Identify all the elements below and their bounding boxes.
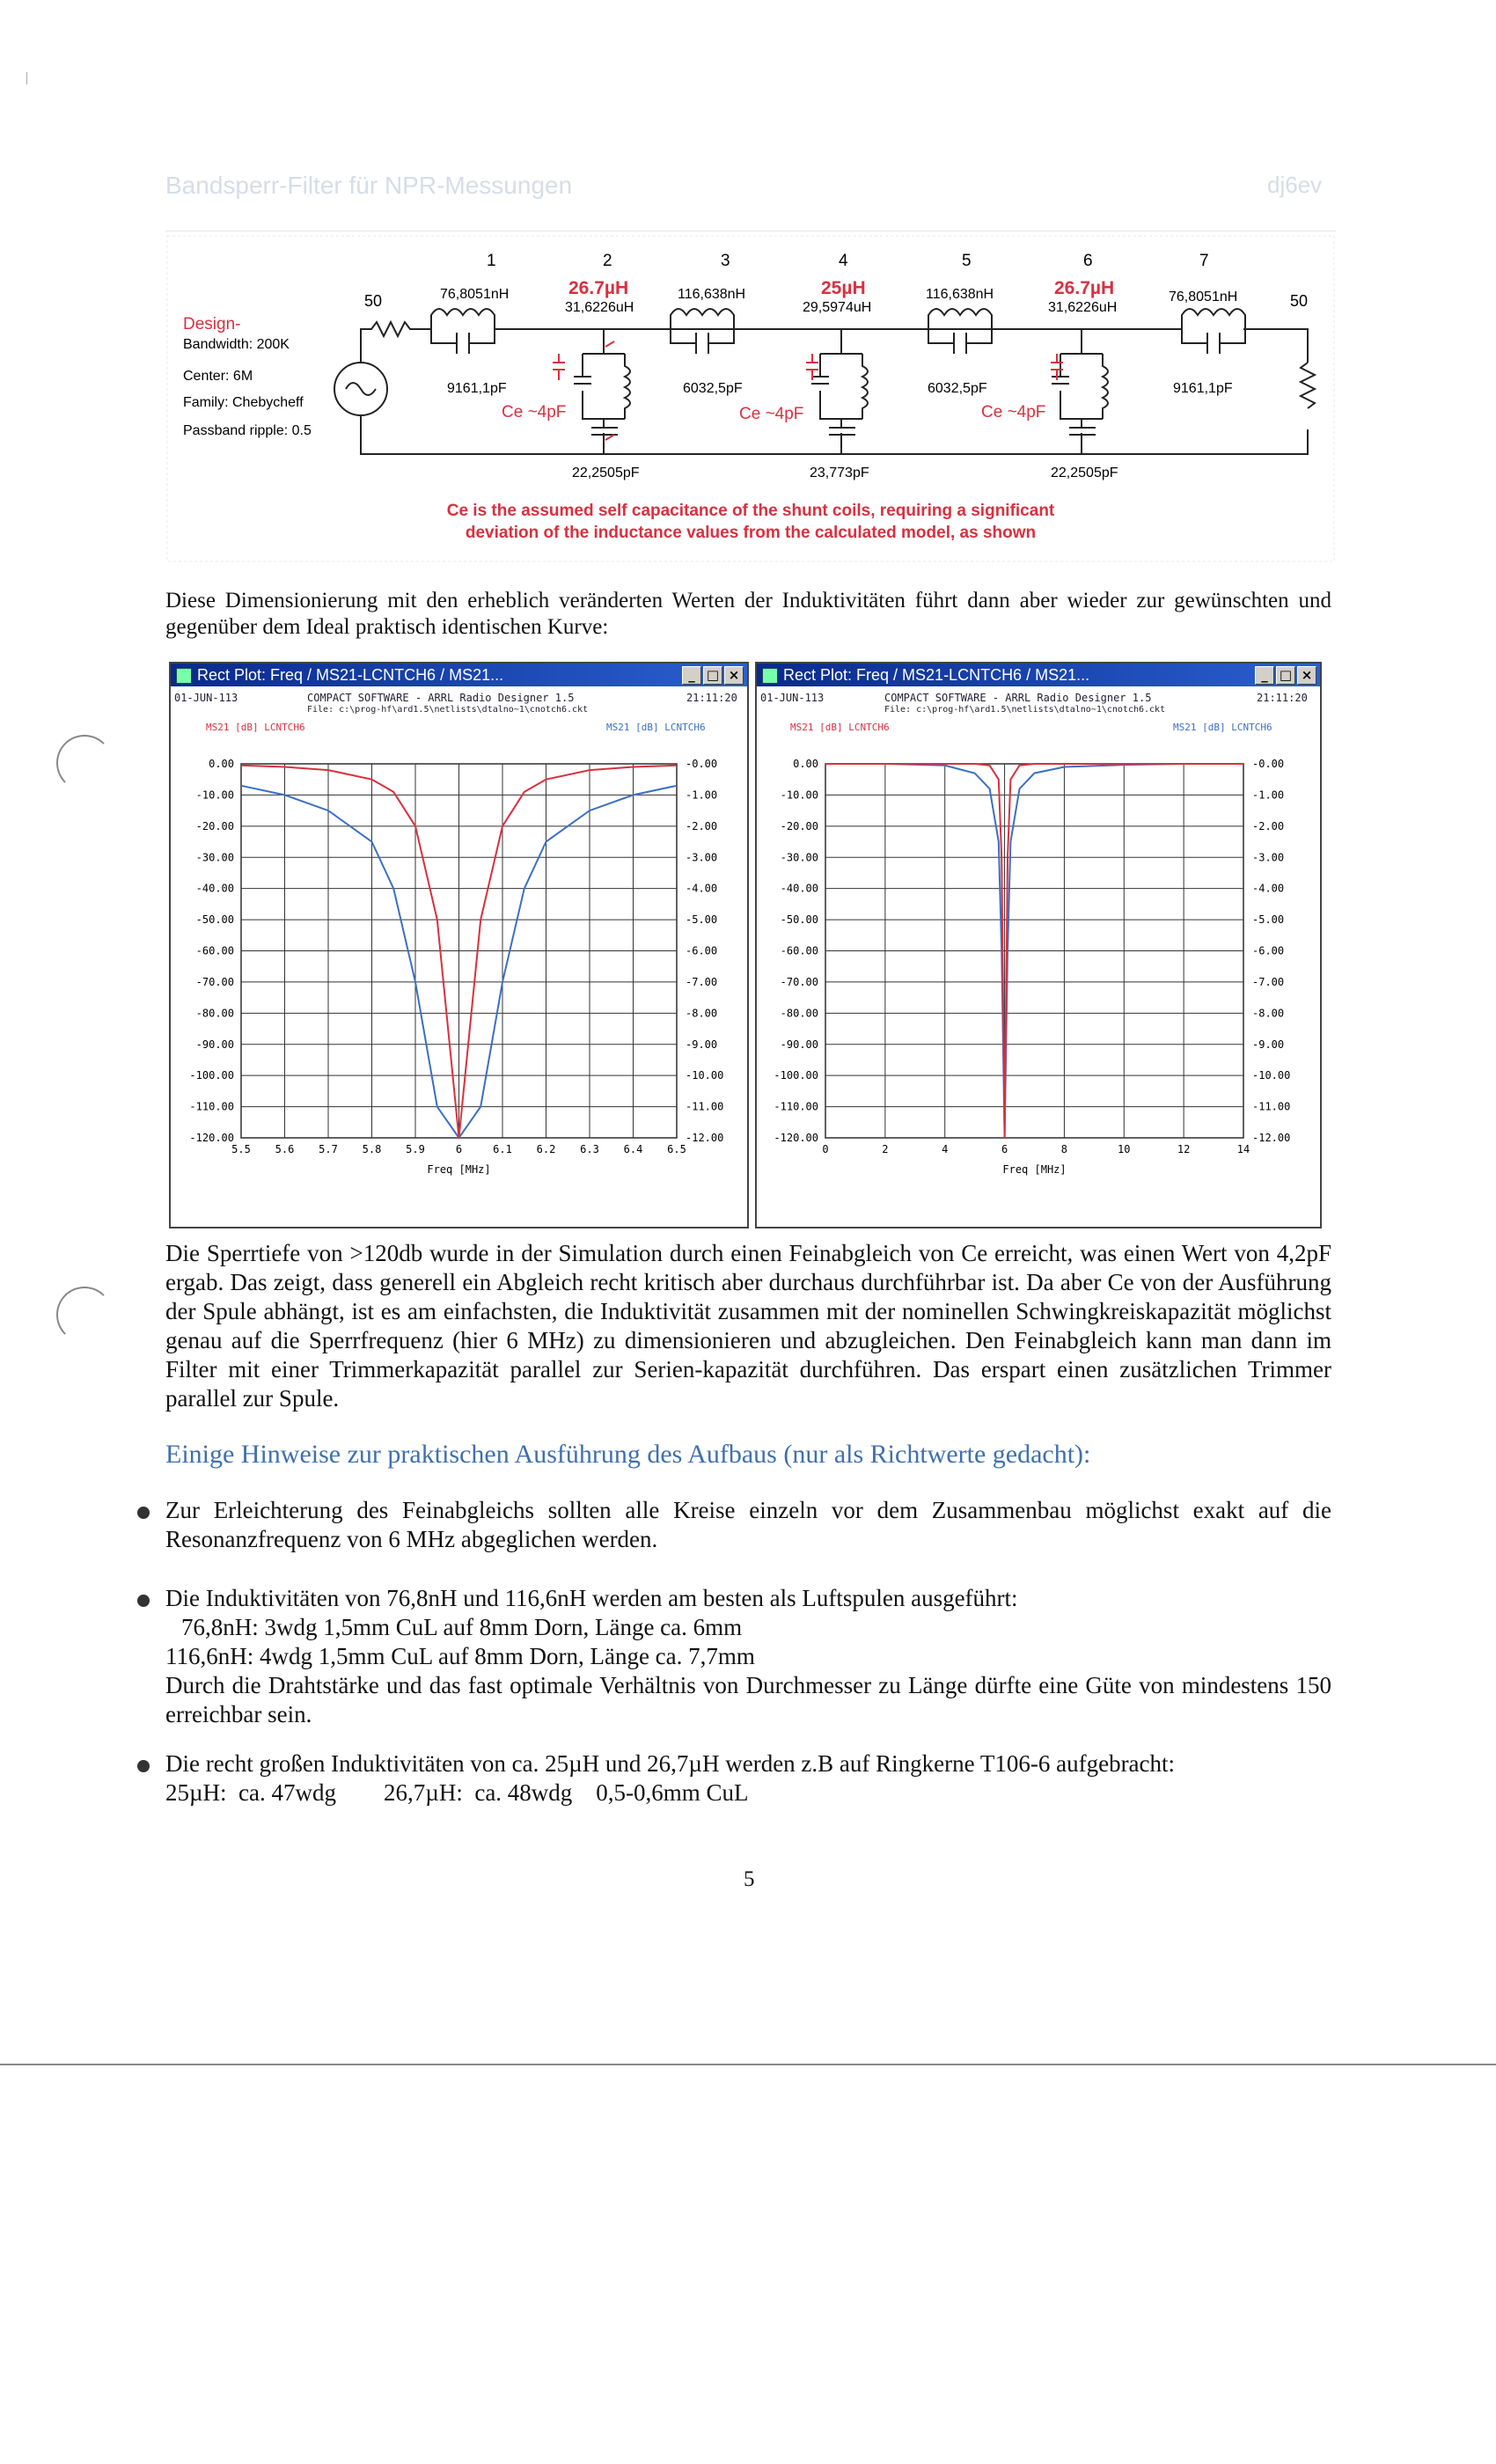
design-line: Family: Chebycheff	[183, 395, 304, 410]
bullet-paragraph	[165, 1749, 1331, 1808]
shunt-inductor-value: 31,6226uH	[565, 300, 634, 315]
position-number: 4	[839, 252, 848, 270]
chart-left	[171, 720, 747, 1225]
x-tick-label: 6.5	[667, 1143, 686, 1155]
schematic-note: deviation of the inductance values from the calculated model, as shown	[465, 524, 1037, 542]
y-tick-label-right: -6.00	[686, 944, 718, 957]
app-icon	[176, 668, 192, 684]
y-tick-label-right: -2.00	[686, 819, 718, 832]
body-paragraph: Die Sperrtiefe von >120db wurde in der Simulation durch einen Feinabgleich von Ce erreicht, was einen Wert von 4,2pF ergab. Das zeigt, dass generell ein Abgleich recht kritisch aber durchaus durchführbar ist. Da aber Ce von der Ausführung der Spule abhängt, ist es am einfachsten, die Induktivität zusammen mit der nominellen Schwingkreiskapazität möglichst genau auf die Sperrfrequenz (hier 6 MHz) zu dimensionieren und abzugleichen. Den Feinabgleich kann man dann im Filter mit einer Trimmerkapazität parallel zur Serien-kapazität durchführen. Das erspart einen zusätzlichen Trimmer parallel zur Spule.	[165, 1240, 1331, 1412]
x-tick-label: 6.2	[536, 1143, 556, 1155]
y-tick-label-right: -6.00	[1252, 944, 1285, 957]
app-icon	[762, 668, 778, 684]
y-tick-label-right: -7.00	[1252, 975, 1285, 988]
bullet-icon	[137, 1760, 150, 1772]
y-tick-label: 0.00	[209, 758, 234, 770]
y-tick-label-right: -1.00	[686, 788, 718, 802]
y-tick-label: -60.00	[195, 944, 234, 957]
series-capacitor-label: 9161,1pF	[447, 381, 507, 396]
y-tick-label-right: -11.00	[1252, 1100, 1291, 1113]
plot-time: 21:11:20	[1257, 692, 1308, 704]
y-tick-label: -10.00	[195, 788, 234, 802]
y-tick-label-right: -0.00	[1252, 758, 1285, 770]
x-tick-label: 12	[1177, 1143, 1191, 1155]
x-tick-label: 6	[455, 1143, 463, 1155]
bullet-icon	[137, 1595, 150, 1607]
series-inductor-label: 116,638nH	[926, 287, 994, 302]
x-tick-label: 5.8	[362, 1143, 382, 1155]
x-tick-label: 2	[882, 1143, 889, 1155]
x-tick-label: 8	[1060, 1143, 1068, 1155]
maximize-button[interactable]: □	[1276, 666, 1295, 685]
x-tick-label: 0	[822, 1143, 829, 1155]
y-tick-label-right: -5.00	[686, 913, 718, 927]
y-tick-label-right: -9.00	[686, 1038, 718, 1051]
load-resistance: 50	[1290, 292, 1309, 310]
y-tick-label: -80.00	[195, 1007, 234, 1020]
y-tick-label: -20.00	[195, 819, 234, 832]
shunt-inductor-value: 29,5974uH	[803, 300, 872, 315]
y-tick-label: -90.00	[195, 1038, 234, 1051]
y-tick-label: -120.00	[774, 1132, 818, 1144]
y-tick-label-right: -1.00	[1252, 788, 1285, 802]
series-capacitor-label: 9161,1pF	[1173, 381, 1233, 396]
y-tick-label-right: -3.00	[1252, 851, 1285, 864]
intro-paragraph: Diese Dimensionierung mit den erheblich veränderten Werten der Induktivitäten führt dann aber wieder zur gewünschten und gegenüber dem Ideal praktisch identischen Kurve:	[165, 589, 1331, 639]
design-heading: Design-	[183, 315, 241, 334]
series-inductor-label: 76,8051nH	[440, 287, 510, 302]
y-tick-label: -50.00	[780, 913, 818, 927]
chart-right	[757, 720, 1320, 1225]
ce-label: Ce ~4pF	[502, 403, 567, 422]
x-tick-label: 6	[1001, 1143, 1008, 1155]
scan-edge	[0, 2064, 1496, 2065]
y-tick-label: -90.00	[780, 1038, 818, 1051]
y-tick-label-right: -9.00	[1252, 1038, 1285, 1051]
maximize-button[interactable]: □	[703, 666, 722, 685]
bullet-line: Durch die Drahtstärke und das fast optimale Verhältnis von Durchmesser zu Länge dürfte eine Güte von mindestens 150 erreichbar sein.	[165, 1672, 1331, 1727]
series-inductor-label: 76,8051nH	[1169, 290, 1238, 304]
y-tick-label-right: -7.00	[686, 975, 718, 988]
y-tick-label: -10.00	[780, 788, 818, 802]
y-tick-label-right: -4.00	[686, 882, 718, 895]
x-tick-label: 10	[1118, 1143, 1131, 1155]
legend-right: MS21 [dB] LCNTCH6	[606, 722, 706, 733]
design-line: Bandwidth: 200K	[183, 337, 290, 352]
bullet-line: 116,6nH: 4wdg 1,5mm CuL auf 8mm Dorn, Länge ca. 7,7mm	[165, 1643, 755, 1669]
y-tick-label-right: -8.00	[1252, 1007, 1285, 1020]
page-number: 5	[744, 1867, 755, 1891]
position-number: 2	[603, 252, 612, 270]
minimize-button[interactable]: _	[1255, 666, 1274, 685]
series-capacitor-label: 6032,5pF	[683, 381, 743, 396]
shunt-inductor-label: 26.7µH	[1054, 278, 1115, 298]
x-axis-label: Freq [MHz]	[427, 1163, 491, 1176]
y-tick-label-right: -12.00	[686, 1132, 724, 1144]
plot-window-right	[755, 662, 1322, 1228]
page-header-author: dj6ev	[1267, 172, 1323, 198]
bullet-line: Die recht großen Induktivitäten von ca. 25µH und 26,7µH werden z.B auf Ringkerne T106-6 aufgebracht:	[165, 1750, 1176, 1777]
y-tick-label-right: -5.00	[1252, 913, 1285, 927]
minimize-button[interactable]: _	[682, 666, 701, 685]
x-tick-label: 5.9	[406, 1143, 425, 1155]
scan-mark	[26, 72, 33, 84]
series-capacitor-label: 6032,5pF	[928, 381, 987, 396]
x-tick-label: 6.3	[580, 1143, 599, 1155]
legend-right: MS21 [dB] LCNTCH6	[1173, 722, 1272, 733]
y-tick-label-right: -4.00	[1252, 882, 1285, 895]
y-tick-label: -70.00	[195, 975, 234, 988]
shunt-inductor-label: 26.7µH	[568, 278, 629, 298]
punch-hole-mark	[56, 1287, 113, 1343]
y-tick-label-right: -10.00	[686, 1069, 724, 1082]
design-line: Center: 6M	[183, 369, 253, 384]
window-title: Rect Plot: Freq / MS21-LCNTCH6 / MS21...	[783, 666, 1090, 684]
y-tick-label: -110.00	[774, 1100, 818, 1113]
y-tick-label: -40.00	[780, 882, 818, 895]
y-tick-label: 0.00	[793, 758, 818, 770]
y-tick-label: -30.00	[780, 851, 818, 864]
bullet-paragraph: Zur Erleichterung des Feinabgleichs sollten alle Kreise einzeln vor dem Zusammenbau möglichst exakt auf die Resonanzfrequenz von 6 MHz abgeglichen werden.	[165, 1497, 1331, 1552]
window-titlebar	[757, 664, 1320, 686]
plot-software: COMPACT SOFTWARE - ARRL Radio Designer 1.5	[307, 692, 575, 704]
y-tick-label-right: -8.00	[686, 1007, 718, 1020]
position-number: 5	[962, 252, 972, 270]
bullet-line: Die Induktivitäten von 76,8nH und 116,6nH werden am besten als Luftspulen ausgeführt:	[165, 1585, 1018, 1611]
position-number: 7	[1199, 252, 1209, 270]
plot-time: 21:11:20	[686, 692, 737, 704]
bullet-icon	[137, 1507, 150, 1519]
legend-left: MS21 [dB] LCNTCH6	[206, 722, 305, 733]
y-tick-label: -100.00	[774, 1069, 818, 1082]
shunt-inductor-label: 25µH	[821, 278, 866, 298]
schematic-note: Ce is the assumed self capacitance of the shunt coils, requiring a significant	[446, 502, 1055, 520]
section-heading: Einige Hinweise zur praktischen Ausführung des Aufbaus (nur als Richtwerte gedacht):	[165, 1440, 1091, 1469]
y-tick-label: -120.00	[189, 1132, 234, 1144]
shunt-inductor-value: 31,6226uH	[1048, 300, 1118, 315]
y-tick-label-right: -11.00	[686, 1100, 724, 1113]
source-resistance: 50	[364, 292, 383, 310]
y-tick-label-right: -0.00	[686, 758, 718, 770]
window-title: Rect Plot: Freq / MS21-LCNTCH6 / MS21...	[197, 666, 504, 684]
y-tick-label: -50.00	[195, 913, 234, 927]
x-tick-label: 6.4	[623, 1143, 643, 1155]
y-tick-label: -20.00	[780, 819, 818, 832]
x-tick-label: 5.7	[319, 1143, 338, 1155]
legend-left: MS21 [dB] LCNTCH6	[790, 722, 890, 733]
ce-label: Ce ~4pF	[981, 403, 1046, 422]
bullet-line: 25µH: ca. 47wdg 26,7µH: ca. 48wdg 0,5-0,6mm CuL	[165, 1779, 749, 1806]
page-header-title: Bandsperr-Filter für NPR-Messungen	[165, 172, 573, 199]
plot-software: COMPACT SOFTWARE - ARRL Radio Designer 1.5	[884, 692, 1152, 704]
bullet-line: 76,8nH: 3wdg 1,5mm CuL auf 8mm Dorn, Länge ca. 6mm	[181, 1614, 743, 1640]
y-tick-label: -60.00	[780, 944, 818, 957]
series-inductor-label: 116,638nH	[678, 287, 746, 302]
x-tick-label: 5.5	[231, 1143, 251, 1155]
x-tick-label: 4	[942, 1143, 949, 1155]
bullet-paragraph	[165, 1584, 1331, 1729]
y-tick-label: -80.00	[780, 1007, 818, 1020]
position-number: 3	[721, 252, 730, 270]
shunt-capacitor-label: 23,773pF	[810, 466, 869, 480]
y-tick-label: -40.00	[195, 882, 234, 895]
filter-schematic	[165, 231, 1336, 565]
punch-hole-mark	[56, 735, 113, 791]
x-axis-label: Freq [MHz]	[1002, 1163, 1067, 1176]
shunt-capacitor-label: 22,2505pF	[1051, 466, 1118, 480]
y-tick-label-right: -12.00	[1252, 1132, 1291, 1144]
y-tick-label: -110.00	[189, 1100, 234, 1113]
plot-file: File: c:\prog-hf\ard1.5\netlists\dtalno~1\cnotch6.ckt	[307, 705, 589, 715]
y-tick-label-right: -3.00	[686, 851, 718, 864]
shunt-capacitor-label: 22,2505pF	[572, 466, 640, 480]
design-line: Passband ripple: 0.5	[183, 423, 312, 438]
plot-file: File: c:\prog-hf\ard1.5\netlists\dtalno~1\cnotch6.ckt	[884, 705, 1166, 715]
y-tick-label-right: -2.00	[1252, 819, 1285, 832]
y-tick-label: -70.00	[780, 975, 818, 988]
close-button[interactable]: ×	[1297, 666, 1316, 685]
close-button[interactable]: ×	[724, 666, 744, 685]
plot-date: 01-JUN-113	[760, 692, 825, 704]
position-number: 1	[487, 252, 496, 270]
x-tick-label: 6.1	[493, 1143, 512, 1155]
plot-date: 01-JUN-113	[174, 692, 238, 704]
y-tick-label: -30.00	[195, 851, 234, 864]
position-number: 6	[1083, 252, 1093, 270]
window-titlebar	[171, 664, 747, 686]
ce-label: Ce ~4pF	[739, 405, 804, 423]
x-tick-label: 5.6	[275, 1143, 295, 1155]
plot-window-left	[169, 662, 749, 1228]
y-tick-label: -100.00	[189, 1069, 234, 1082]
y-tick-label-right: -10.00	[1252, 1069, 1291, 1082]
x-tick-label: 14	[1236, 1143, 1250, 1155]
